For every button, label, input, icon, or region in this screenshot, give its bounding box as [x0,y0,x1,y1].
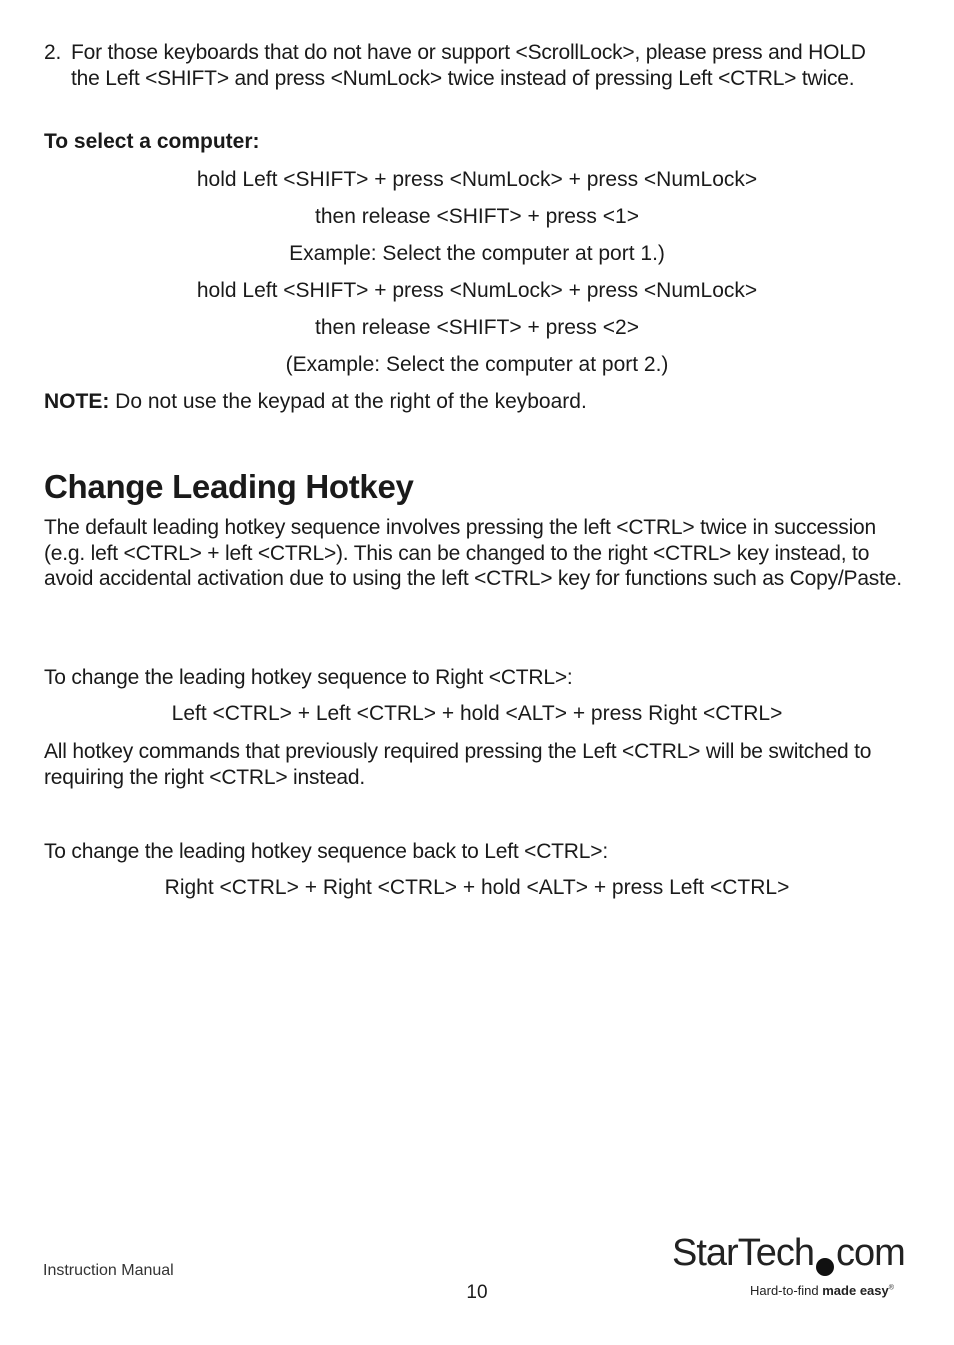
logo-tagline-regular: Hard-to-find [750,1283,823,1298]
intro-paragraph: The default leading hotkey sequence involves pressing the left <CTRL> twice in succession (e.g. left <CTRL> + left <CTRL>). This can be changed to the right <CTRL> key instead, to avoid accidental activation due to using the left <CTRL> key for functions such as Copy/Paste. [44,516,902,590]
list-item-text: For those keyboards that do not have or support <ScrollLock>, please press and HOLD the Left <SHIFT> and press <NumLock> twice instead of pressing Left <CTRL> twice. [71,41,866,90]
logo-dot-icon [816,1258,834,1276]
select-computer-heading: To select a computer: [44,130,260,153]
select-line: hold Left <SHIFT> + press <NumLock> + press <NumLock> [196,168,758,191]
logo-wordmark-left: StarTech [672,1232,814,1274]
select-line: (Example: Select the computer at port 2.) [285,353,669,376]
to-left-command: Right <CTRL> + Right <CTRL> + hold <ALT> + press Left <CTRL> [164,876,790,899]
select-line: Example: Select the computer at port 1.) [289,242,665,265]
logo-wordmark-right: com [835,1232,905,1274]
note-text: Do not use the keypad at the right of the keyboard. [109,390,587,413]
to-right-result: All hotkey commands that previously required pressing the Left <CTRL> will be switched to requiring the right <CTRL> instead. [44,740,872,789]
logo-wordmark [672,1232,905,1275]
section-title: Change Leading Hotkey [44,468,414,505]
note-label: NOTE: [44,390,110,413]
select-line: hold Left <SHIFT> + press <NumLock> + press <NumLock> [196,279,758,302]
list-number: 2. [44,41,62,64]
select-line: then release <SHIFT> + press <2> [315,316,639,339]
registered-mark: ® [888,1284,894,1292]
note [44,390,587,414]
to-left-intro: To change the leading hotkey sequence back to Left <CTRL>: [44,840,608,863]
startech-logo [672,1232,912,1302]
to-right-command: Left <CTRL> + Left <CTRL> + hold <ALT> + press Right <CTRL> [171,702,783,725]
footer-manual-label: Instruction Manual [43,1262,174,1279]
to-right-intro: To change the leading hotkey sequence to Right <CTRL>: [44,666,573,689]
logo-tagline [750,1283,894,1298]
select-line: then release <SHIFT> + press <1> [315,205,639,228]
logo-tagline-bold: made easy [822,1283,889,1298]
page-number: 10 [466,1282,488,1303]
